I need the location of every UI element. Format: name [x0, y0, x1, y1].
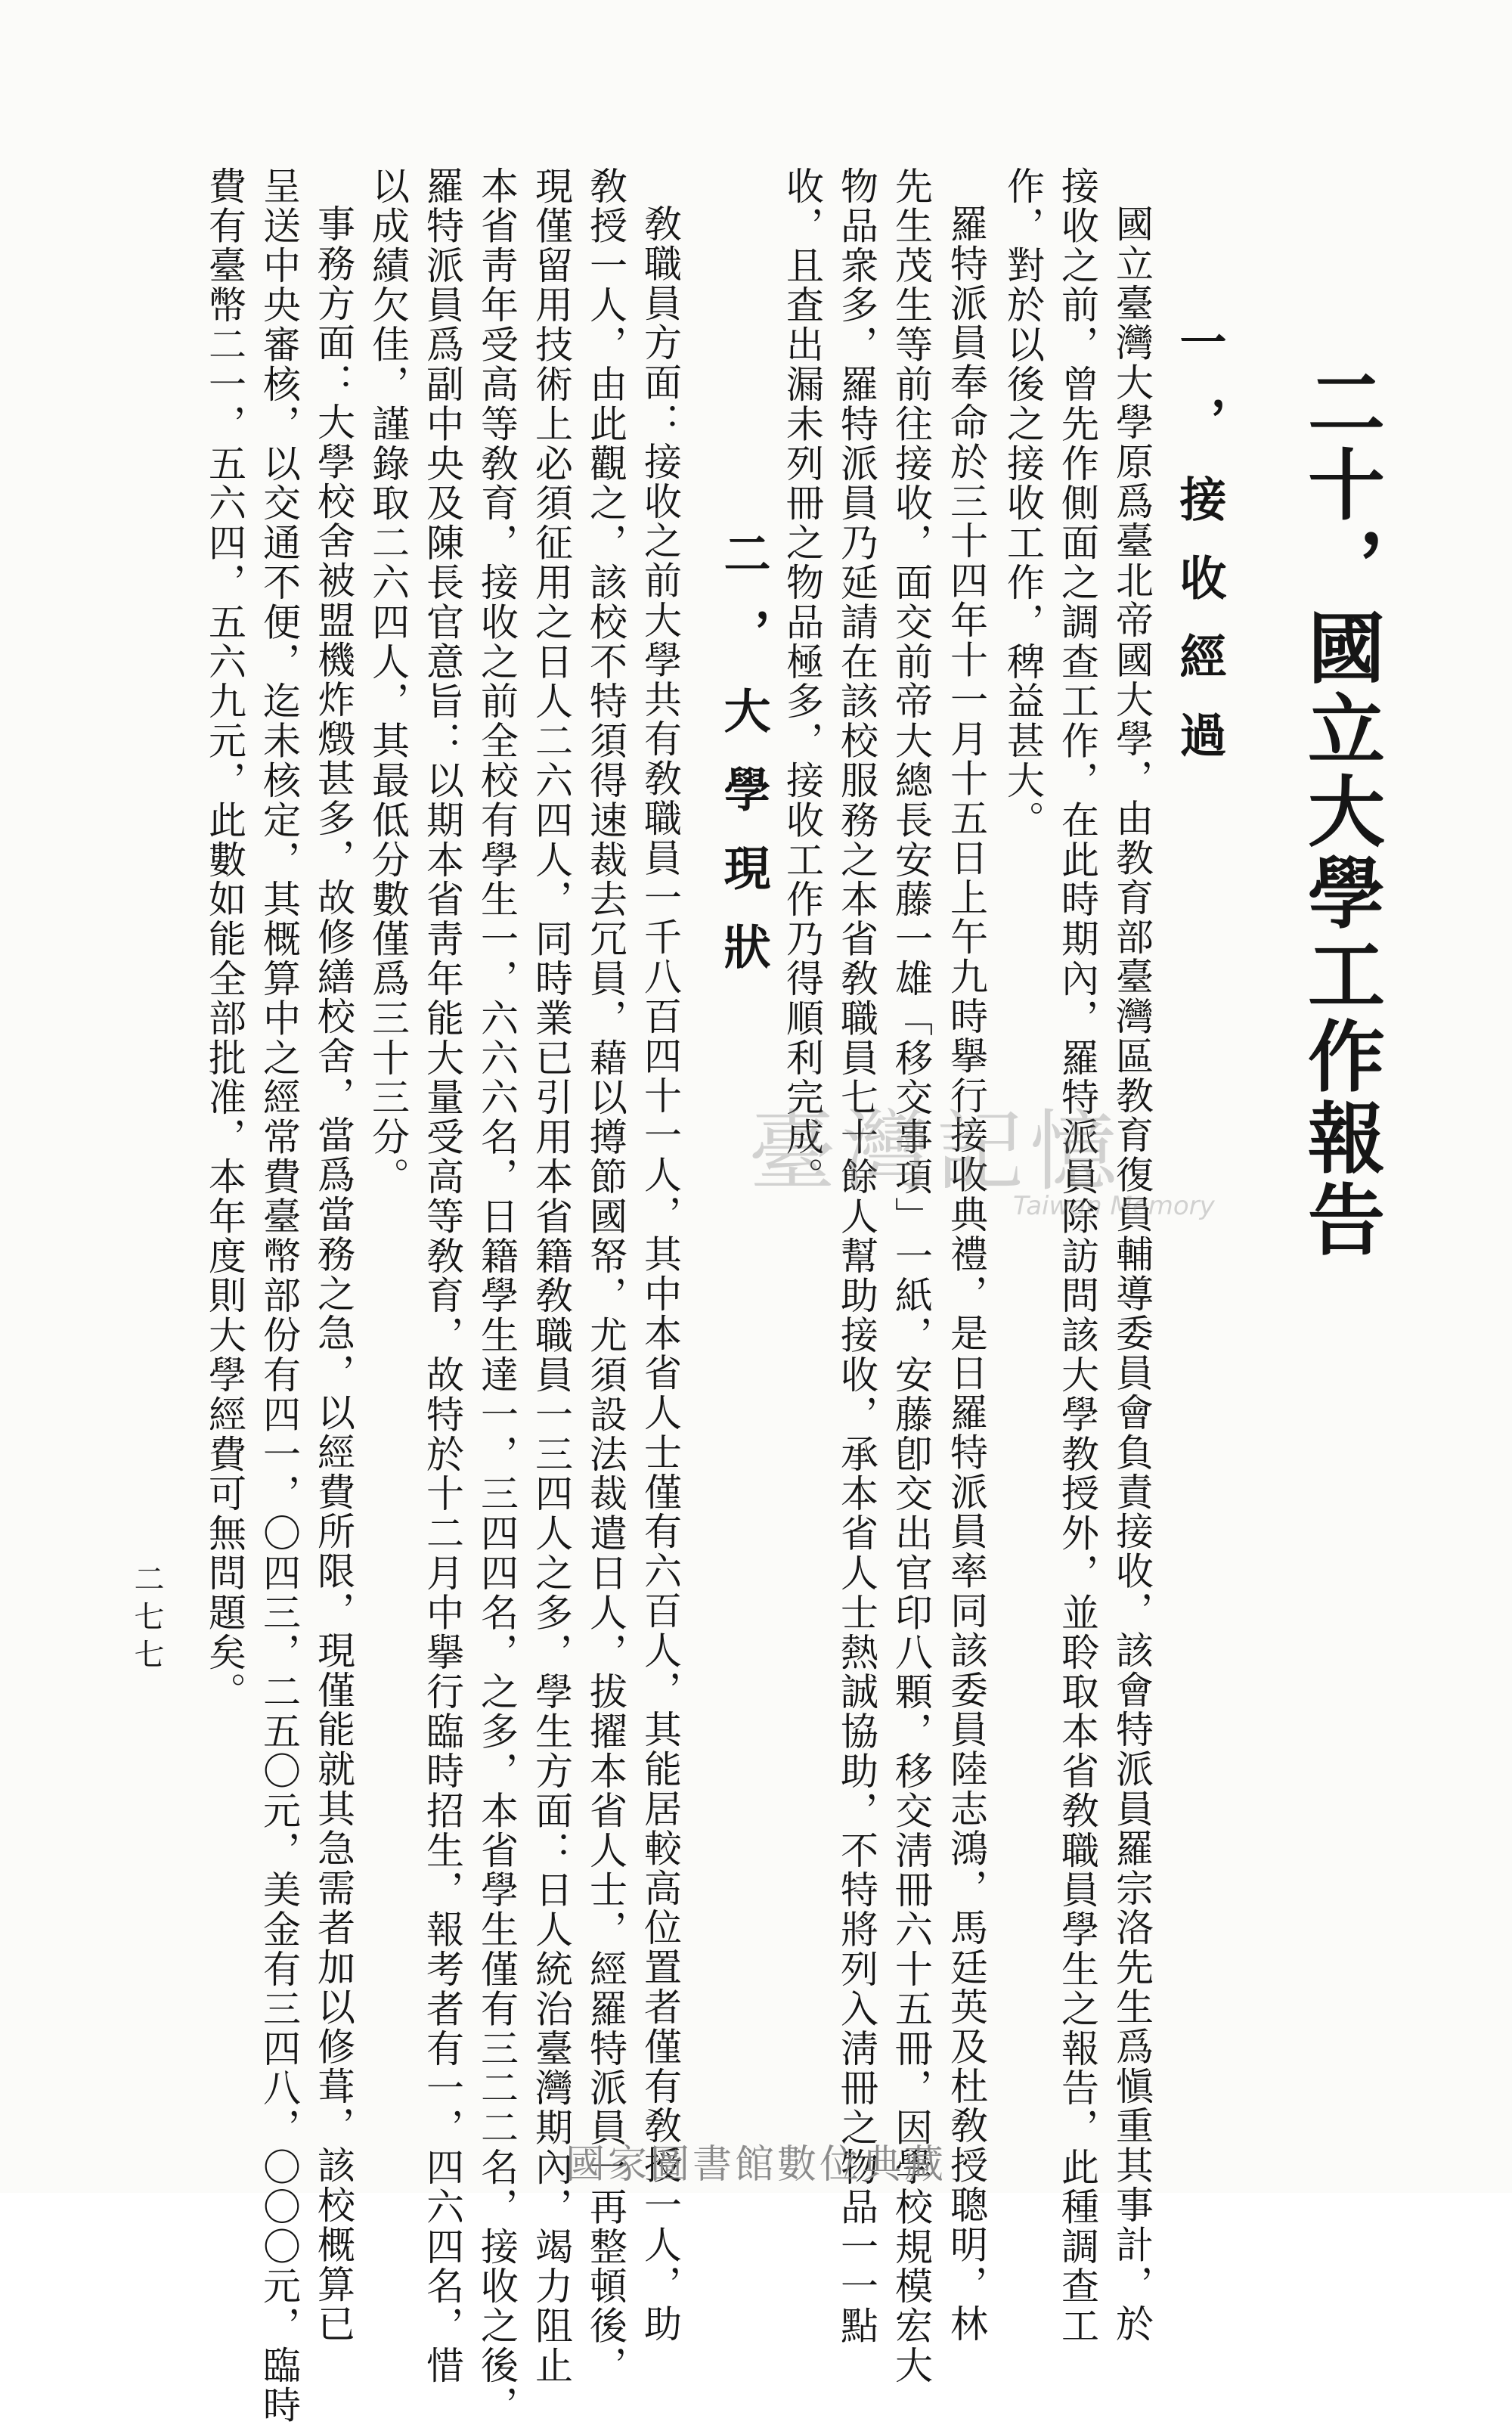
text-column-6: 物品衆多，羅特派員乃延請在該校服務之本省敎職員七十餘人幫助接收，承本省人士熱誠協助，不特將列入淸冊之物品一一點	[835, 166, 878, 2346]
taiwan-memory-watermark	[748, 1081, 1232, 1221]
document-title: 二十，國立大學工作報告	[1295, 363, 1386, 1261]
text-column-13: 以成績欠佳，謹錄取二六四人，其最低分數僅爲三十三分。	[366, 166, 410, 1197]
text-column-14: 事務方面：大學校舍被盟機炸燬甚多，故修繕校舍，當爲當務之急，以經費所限，現僅能就其急需者加以修葺，該校概算已	[311, 204, 355, 2344]
text-column-8: 敎職員方面：接收之前大學共有敎職員一千八百四十一人，其中本省人士僅有六百人，其能居較高位置者僅有敎授一人，助	[638, 204, 682, 2344]
text-column-3: 作，對於以後之接收工作，稗益甚大。	[1001, 166, 1045, 840]
text-column-15: 呈送中央審核，以交通不便，迄未核定，其概算中之經常費臺幣部份有四一，〇四三，二五〇元，美金有三四八，〇〇〇元，臨時	[257, 166, 301, 2425]
text-column-5: 先生茂生等前往接收，面交前帝大總長安藤一雄「移交事項」一紙，安藤卽交出官印八顆，移交淸冊六十五冊，因學校規模宏大	[889, 166, 933, 2386]
watermark-subtitle: Taiwan Memory	[1013, 1191, 1215, 1221]
watermark-text: 臺灣記憶	[748, 1101, 1123, 1203]
section-heading-reception: 一，接收經過	[1172, 318, 1227, 789]
text-column-16: 費有臺幣二一，五六四，五六九元，此數如能全部批准，本年度則大學經費可無問題矣。	[203, 166, 246, 1712]
text-column-9: 敎授一人，由此觀之，該校不特須得速裁去冗員，藉以撙節國帑，尤須設法裁遣日人，拔擢本省人士，經羅特派員一再整頓後，	[584, 166, 627, 2386]
text-column-2: 接收之前，曾先作側面之調查工作，在此時期內，羅特派員除訪問該大學教授外，並聆取本省敎職員學生之報告，此種調查工	[1055, 166, 1099, 2346]
digital-archive-footer: 國家圖書館數位典藏	[565, 2142, 947, 2188]
page-number: 二七七	[129, 1563, 164, 1676]
text-column-11: 本省靑年受高等敎育，接收之前全校有學生一，六六六名，日籍學生達一，三四四名，之多，本省學生僅有三二二名，接收之後，	[475, 166, 519, 2425]
text-column-4: 羅特派員奉命於三十四年十一月十五日上午九時擧行接收典禮，是日羅特派員率同該委員陸志鴻，馬廷英及杜敎授聰明，林	[944, 204, 988, 2344]
text-column-10: 現僅留用技術上必須征用之日人二六四人，同時業已引用本省籍敎職員一三四人之多，學生方面：日人統治臺灣期內，竭力阻止	[529, 166, 573, 2386]
text-column-1: 國立臺灣大學原爲臺北帝國大學，由教育部臺灣區教育復員輔導委員會負責接收，該會特派員羅宗洛先生爲愼重其事計，於	[1110, 204, 1154, 2344]
section-heading-current-status: 二，大學現狀	[716, 529, 771, 1001]
text-column-12: 羅特派員爲副中央及陳長官意旨：以期本省靑年能大量受高等敎育，故特於十二月中擧行臨時招生，報考者有一，四六四名，惜	[420, 166, 464, 2386]
text-column-7: 收，且査出漏未列冊之物品極多，接收工作乃得順利完成。	[780, 166, 824, 1197]
